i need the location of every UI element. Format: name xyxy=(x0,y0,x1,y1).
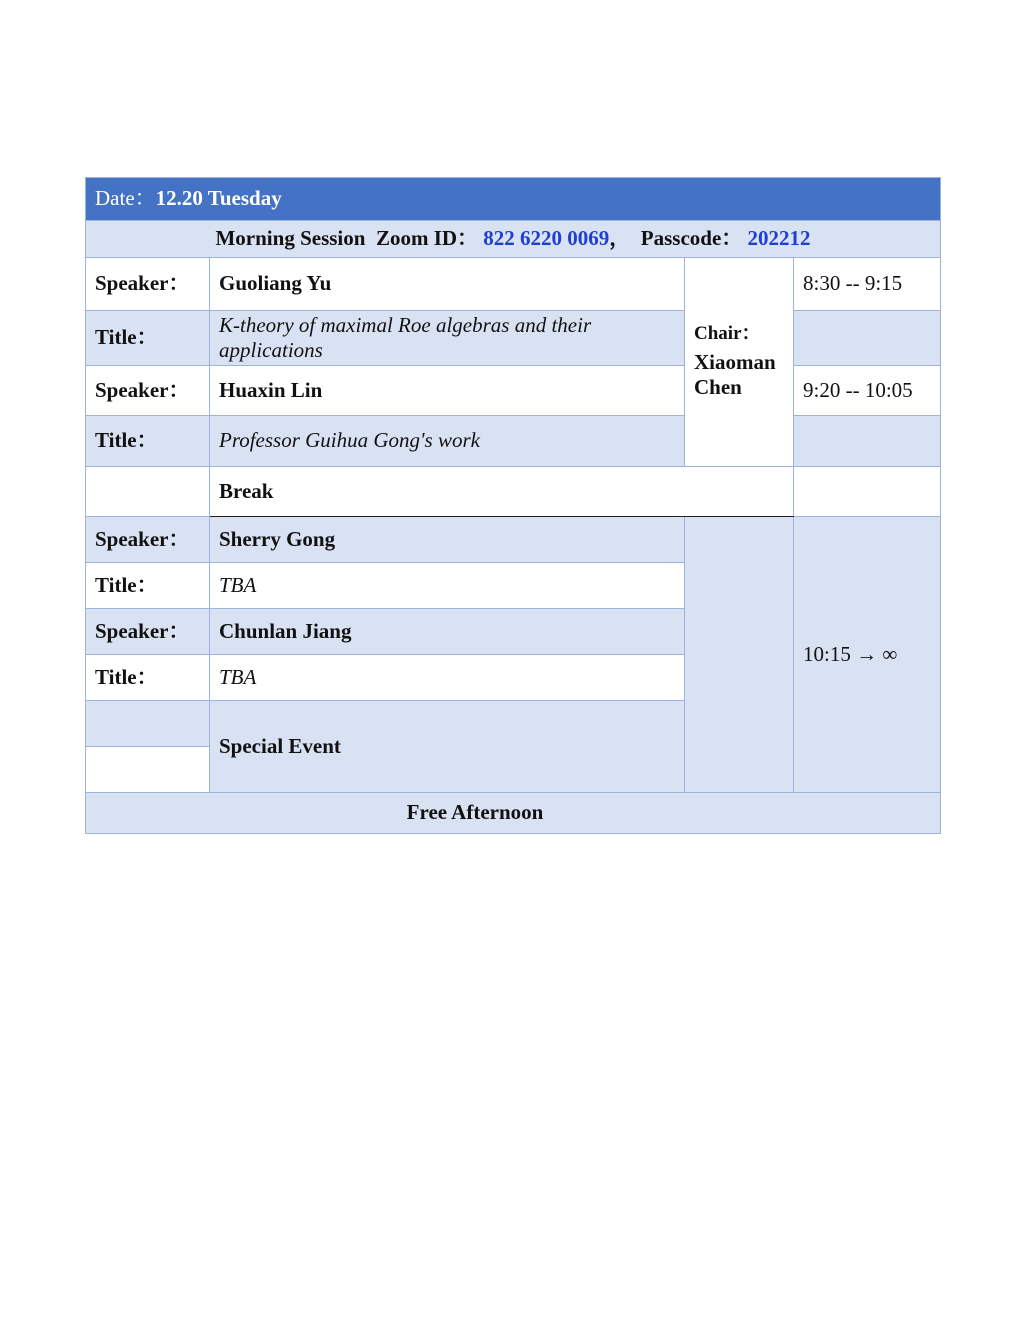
talk-title: TBA xyxy=(210,563,685,609)
speaker-label: Speaker： xyxy=(86,609,210,655)
table-row xyxy=(86,517,941,563)
talk-title: K-theory of maximal Roe algebras and their applications xyxy=(210,311,685,366)
title-label: Title： xyxy=(86,563,210,609)
empty-cell xyxy=(794,416,941,467)
speaker-label: Speaker： xyxy=(86,517,210,563)
table-row xyxy=(86,416,941,467)
date-value: 12.20 Tuesday xyxy=(155,186,282,211)
talk-title: TBA xyxy=(210,655,685,701)
session-info xyxy=(86,221,941,258)
title-label: Title： xyxy=(86,416,210,467)
chair-cell xyxy=(685,258,794,467)
passcode: 202212 xyxy=(747,226,811,251)
empty-chair-cell xyxy=(685,517,794,793)
speaker-name: Huaxin Lin xyxy=(210,366,685,416)
time-slot: 10:15 → ∞ xyxy=(794,517,941,793)
empty-cell xyxy=(794,311,941,366)
talk-title: Professor Guihua Gong's work xyxy=(210,416,685,467)
speaker-name: Chunlan Jiang xyxy=(210,609,685,655)
zoom-id: 822 6220 0069 xyxy=(483,226,610,251)
afternoon-row xyxy=(86,793,941,834)
title-label: Title： xyxy=(86,311,210,366)
table-row xyxy=(86,311,941,366)
table-row xyxy=(86,258,941,311)
separator: ， xyxy=(609,226,631,251)
date-header-row xyxy=(86,178,941,221)
schedule-table xyxy=(85,177,941,834)
speaker-name: Guoliang Yu xyxy=(210,258,685,311)
break-row xyxy=(86,467,941,517)
passcode-label: Passcode： xyxy=(640,226,743,251)
break-label: Break xyxy=(210,467,794,517)
speaker-label: Speaker： xyxy=(86,258,210,311)
special-event: Special Event xyxy=(210,701,685,793)
chair-name: Xiaoman Chen xyxy=(694,350,776,400)
zoom-label: Zoom ID： xyxy=(375,226,479,251)
speaker-name: Sherry Gong xyxy=(210,517,685,563)
date-header xyxy=(86,178,941,221)
title-label: Title： xyxy=(86,655,210,701)
date-label: Date： xyxy=(95,186,156,211)
empty-cell xyxy=(86,747,210,793)
time-slot: 8:30 -- 9:15 xyxy=(794,258,941,311)
afternoon-label xyxy=(86,793,941,834)
speaker-label: Speaker： xyxy=(86,366,210,416)
afternoon-text: Free Afternoon xyxy=(406,800,544,825)
session-row xyxy=(86,221,941,258)
empty-cell xyxy=(86,467,210,517)
empty-cell xyxy=(794,467,941,517)
time-slot: 9:20 -- 10:05 xyxy=(794,366,941,416)
empty-cell xyxy=(86,701,210,747)
session-name: Morning Session xyxy=(215,226,366,251)
chair-label: Chair： xyxy=(694,323,761,345)
table-row xyxy=(86,366,941,416)
